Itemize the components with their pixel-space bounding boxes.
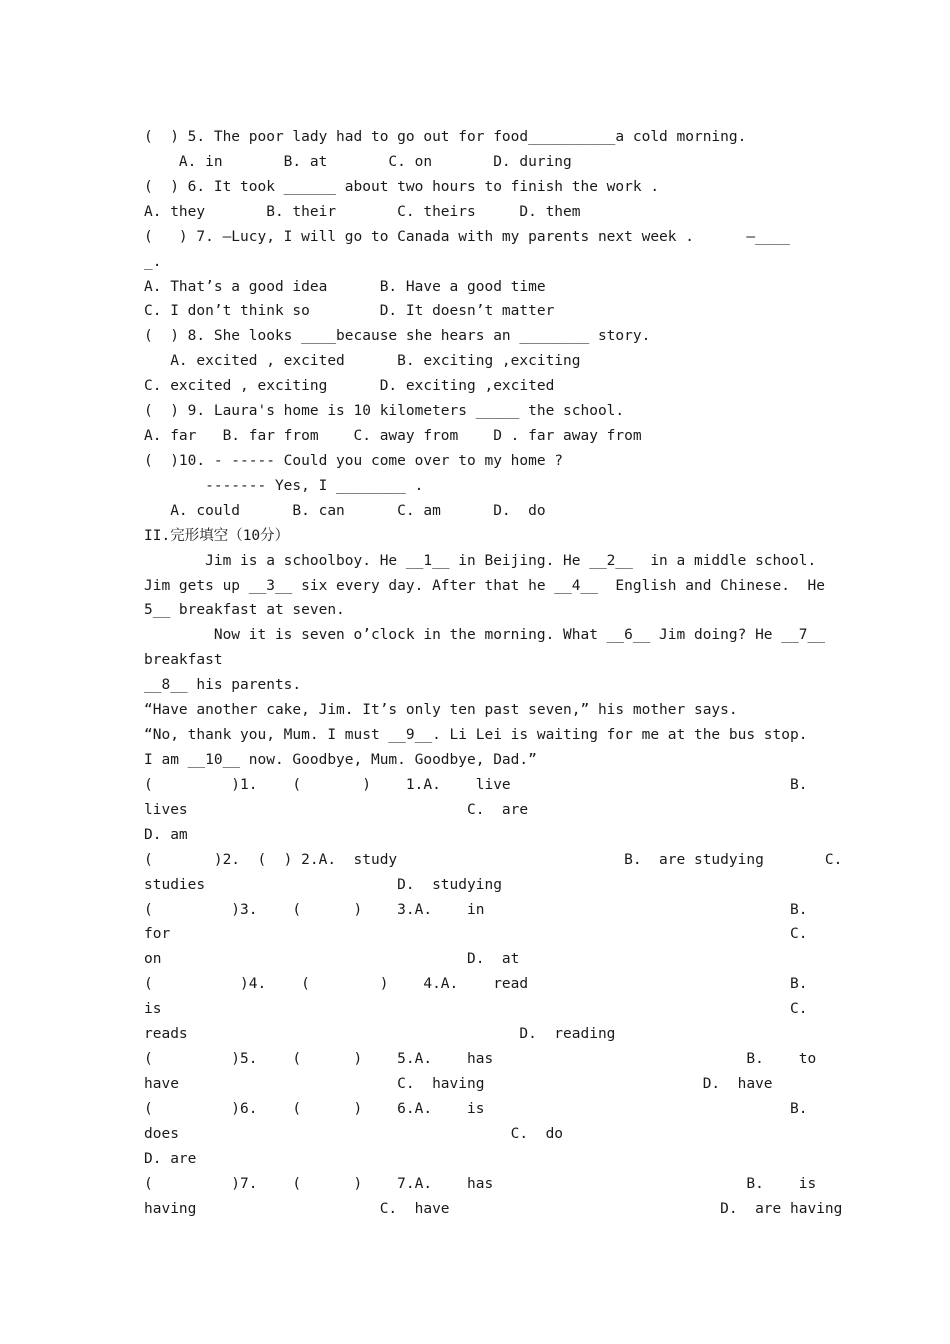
text-line: ( )10. - ----- Could you come over to my home ? (144, 452, 564, 469)
text-line: Jim is a schoolboy. He __1__ in Beijing. He __2__ in a middle school. (144, 552, 817, 569)
text-line: does C. do (144, 1125, 564, 1142)
text-line: D. am (144, 826, 188, 843)
text-line: A. could B. can C. am D. do (144, 502, 546, 519)
text-line: lives C. are (144, 801, 529, 818)
text-line: ( ) 7. —Lucy, I will go to Canada with my parents next week . —____ (144, 228, 791, 245)
text-line: C. excited , exciting D. exciting ,excited (144, 378, 555, 395)
text-line: ------- Yes, I ________ . (144, 477, 424, 494)
text-line: is C. (144, 1001, 808, 1018)
text-line: for C. (144, 926, 808, 943)
text-line: ( )4. ( ) 4.A. read B. (144, 976, 808, 993)
text-line: A. That’s a good idea B. Have a good time (144, 278, 546, 295)
text-line: II.完形填空（10分） (144, 527, 290, 544)
text-line: ( )7. ( ) 7.A. has B. is (144, 1175, 817, 1192)
text-line: reads D. reading (144, 1026, 616, 1043)
text-line: ( )2. ( ) 2.A. study B. are studying C. (144, 851, 843, 868)
text-line: ( )1. ( ) 1.A. live B. (144, 776, 808, 793)
text-line: A. far B. far from C. away from D . far away from (144, 428, 642, 445)
text-line: ( ) 5. The poor lady had to go out for food__________a cold morning. (144, 129, 747, 145)
text-line: ( )3. ( ) 3.A. in B. (144, 901, 808, 918)
text-line: ( )6. ( ) 6.A. is B. (144, 1100, 808, 1117)
text-line: __8__ his parents. (144, 677, 302, 694)
text-line: “No, thank you, Mum. I must __9__. Li Lei is waiting for me at the bus stop. (144, 727, 808, 744)
text-line: studies D. studying (144, 876, 502, 893)
text-line: C. I don’t think so D. It doesn’t matter (144, 303, 555, 320)
text-line: _. (144, 253, 162, 270)
text-line: I am __10__ now. Goodbye, Mum. Goodbye, Dad.” (144, 752, 537, 768)
text-line: A. in B. at C. on D. during (144, 153, 572, 170)
text-line: A. excited , excited B. exciting ,exciting (144, 353, 581, 370)
text-line: have C. having D. have (144, 1075, 773, 1092)
text-line: having C. have D. are having (144, 1200, 843, 1217)
text-line: ( )5. ( ) 5.A. has B. to (144, 1051, 817, 1068)
text-line: “Have another cake, Jim. It’s only ten past seven,” his mother says. (144, 702, 738, 719)
text-line: ( ) 9. Laura's home is 10 kilometers _____ the school. (144, 403, 625, 420)
text-line: Now it is seven o’clock in the morning. What __6__ Jim doing? He __7__ (144, 627, 825, 644)
text-line: ( ) 8. She looks ____because she hears an ________ story. (144, 328, 651, 345)
text-line: Jim gets up __3__ six every day. After that he __4__ English and Chinese. He (144, 577, 825, 594)
text-line: breakfast (144, 652, 223, 669)
text-line: on D. at (144, 951, 520, 968)
text-line: ( ) 6. It took ______ about two hours to finish the work . (144, 178, 660, 195)
text-line: 5__ breakfast at seven. (144, 602, 345, 619)
text-line: A. they B. their C. theirs D. them (144, 203, 581, 220)
text-line: D. are (144, 1150, 197, 1167)
